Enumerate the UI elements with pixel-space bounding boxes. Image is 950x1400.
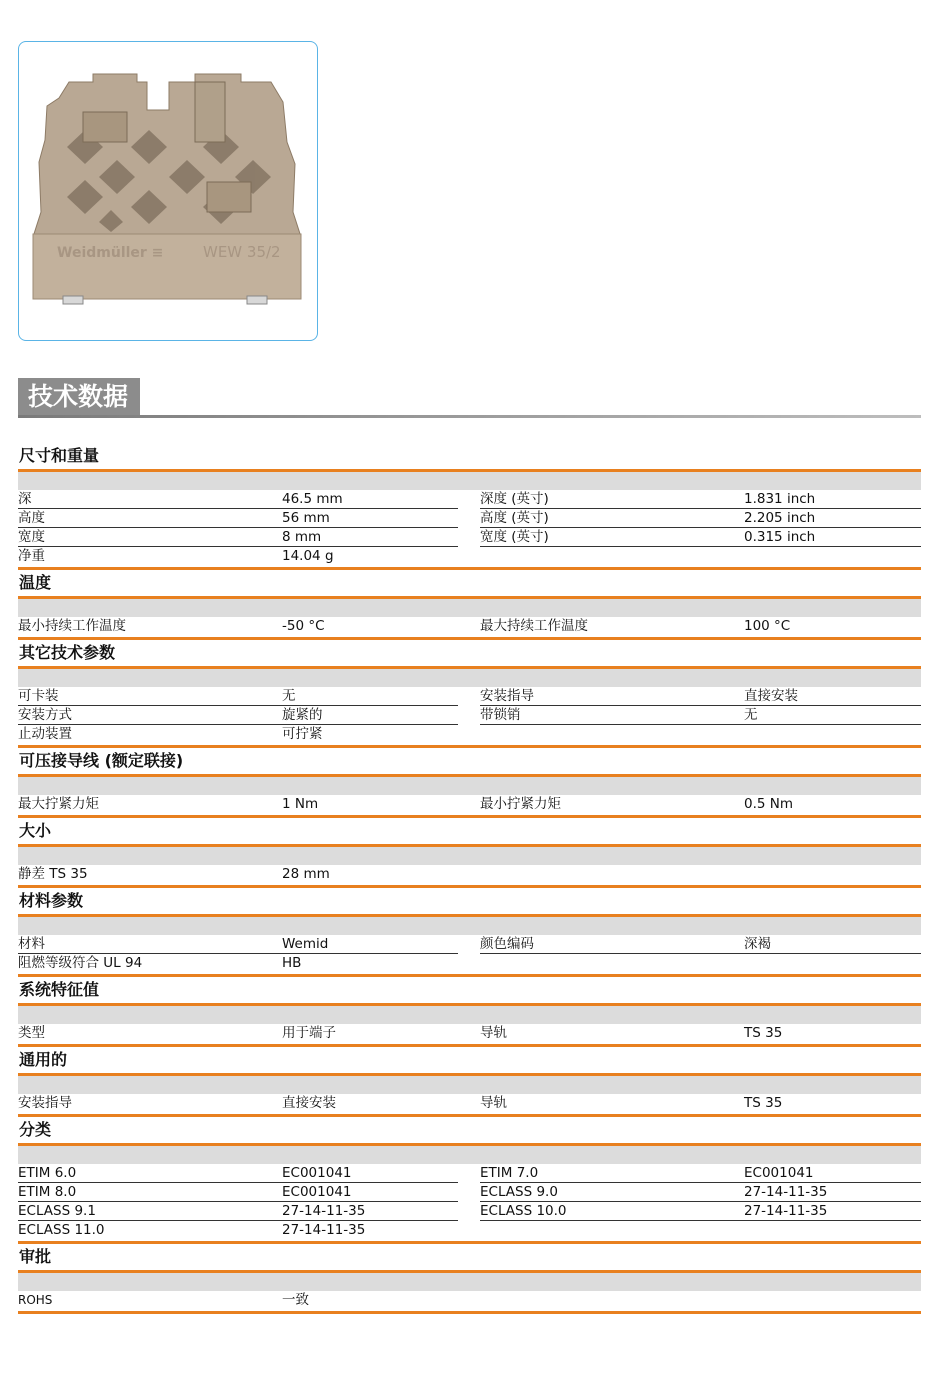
section-band (18, 599, 921, 617)
spec-value: 1.831 inch (744, 491, 816, 507)
spec-label: 颜色编码 (480, 936, 534, 952)
section-heading-bar (18, 378, 921, 418)
spec-value: 旋紧的 (282, 707, 323, 723)
section-band (18, 1273, 921, 1291)
spec-value: 无 (282, 688, 296, 704)
spec-section (18, 1244, 921, 1314)
spec-value: 27-14-11-35 (282, 1203, 366, 1219)
spec-section (18, 748, 921, 818)
spec-value (744, 547, 921, 565)
spec-row (18, 1164, 921, 1183)
spec-label: 安装指导 (18, 1095, 72, 1111)
spec-label: 静差 TS 35 (18, 866, 88, 882)
spec-label: 深度 (英寸) (480, 491, 549, 507)
spec-section (18, 977, 921, 1047)
spec-value: 56 mm (282, 510, 330, 526)
spec-rows (18, 687, 921, 748)
spec-row (18, 1183, 921, 1202)
spec-section (18, 570, 921, 640)
spec-label: 最大持续工作温度 (480, 618, 588, 634)
spec-value: HB (282, 955, 302, 971)
spec-value: 可拧紧 (282, 726, 323, 742)
section-title: 分类 (19, 1120, 52, 1139)
spec-label: ETIM 8.0 (18, 1184, 77, 1200)
spec-value: 14.04 g (282, 548, 334, 564)
spec-value: 27-14-11-35 (744, 1184, 828, 1200)
section-title: 温度 (19, 573, 52, 592)
spec-label: ECLASS 11.0 (18, 1222, 105, 1238)
spec-value (744, 725, 921, 743)
spec-row (18, 865, 921, 884)
spec-row (18, 528, 921, 547)
spec-label: 带锁销 (480, 707, 521, 723)
spec-rows (18, 617, 921, 640)
spec-row (18, 509, 921, 528)
spec-rows (18, 490, 921, 570)
spec-value (744, 865, 921, 883)
spec-label: 深 (18, 491, 32, 507)
spec-section (18, 640, 921, 748)
spec-rows (18, 1291, 921, 1314)
spec-value (744, 1221, 921, 1239)
spec-row (18, 1221, 921, 1240)
spec-row (18, 706, 921, 725)
page-title: 技术数据 (18, 378, 140, 415)
section-title: 通用的 (19, 1050, 68, 1069)
spec-value: Wemid (282, 936, 329, 952)
spec-value: TS 35 (744, 1095, 783, 1111)
spec-value: 2.205 inch (744, 510, 816, 526)
spec-value: TS 35 (744, 1025, 783, 1041)
terminal-block-image (19, 42, 317, 340)
spec-label: 宽度 (18, 529, 45, 545)
spec-rows (18, 795, 921, 818)
section-band (18, 777, 921, 795)
spec-rows (18, 1164, 921, 1244)
section-band (18, 472, 921, 490)
spec-label: ETIM 6.0 (18, 1165, 77, 1181)
spec-value: EC001041 (282, 1184, 352, 1200)
section-title: 尺寸和重量 (19, 446, 100, 465)
spec-row (18, 1024, 921, 1043)
spec-label: 最小持续工作温度 (18, 618, 126, 634)
spec-label: 安装方式 (18, 707, 72, 723)
spec-label: 安装指导 (480, 688, 534, 704)
spec-label: 最大拧紧力矩 (18, 796, 99, 812)
spec-row (18, 617, 921, 636)
spec-section (18, 818, 921, 888)
spec-value: EC001041 (282, 1165, 352, 1181)
spec-row (18, 687, 921, 706)
product-image-frame (18, 41, 318, 341)
spec-label: ECLASS 9.1 (18, 1203, 96, 1219)
spec-label: 材料 (18, 936, 45, 952)
spec-value: 一致 (282, 1292, 309, 1308)
spec-section (18, 888, 921, 977)
section-band (18, 1006, 921, 1024)
spec-value: 直接安装 (744, 688, 798, 704)
spec-label: 净重 (18, 548, 45, 564)
spec-value: 100 °C (744, 618, 791, 634)
spec-label: 导轨 (480, 1025, 507, 1041)
section-band (18, 847, 921, 865)
spec-value: 27-14-11-35 (744, 1203, 828, 1219)
spec-sections (18, 443, 921, 1314)
spec-value (744, 1291, 921, 1309)
brand-lettering: Weidmüller ≡ (57, 245, 164, 261)
spec-label: ROHS (18, 1293, 53, 1307)
spec-rows (18, 1094, 921, 1117)
section-title: 大小 (19, 821, 52, 840)
spec-label: 高度 (英寸) (480, 510, 549, 526)
spec-rows (18, 865, 921, 888)
spec-value: 1 Nm (282, 796, 319, 812)
spec-label: 导轨 (480, 1095, 507, 1111)
spec-value: 无 (744, 707, 758, 723)
spec-row (18, 547, 921, 566)
spec-label: ECLASS 9.0 (480, 1184, 558, 1200)
spec-label: 类型 (18, 1025, 45, 1041)
spec-value: 0.315 inch (744, 529, 816, 545)
spec-row (18, 1202, 921, 1221)
spec-section (18, 1117, 921, 1244)
spec-rows (18, 1024, 921, 1047)
section-title: 系统特征值 (19, 980, 100, 999)
section-title: 材料参数 (19, 891, 84, 910)
spec-section (18, 443, 921, 570)
spec-value: 28 mm (282, 866, 330, 882)
spec-row (18, 954, 921, 973)
spec-label: 可卡装 (18, 688, 59, 704)
spec-value: 直接安装 (282, 1095, 336, 1111)
spec-value: 用于端子 (282, 1025, 336, 1041)
spec-value: 8 mm (282, 529, 322, 545)
spec-label: 止动装置 (18, 726, 72, 742)
spec-value: EC001041 (744, 1165, 814, 1181)
spec-value: -50 °C (282, 618, 325, 634)
section-band (18, 1076, 921, 1094)
spec-value: 0.5 Nm (744, 796, 794, 812)
spec-label: 高度 (18, 510, 45, 526)
spec-label: ECLASS 10.0 (480, 1203, 567, 1219)
section-title: 可压接导线 (额定联接) (19, 751, 184, 770)
spec-value: 深褐 (744, 936, 771, 952)
section-band (18, 917, 921, 935)
section-title: 其它技术参数 (19, 643, 116, 662)
spec-row (18, 725, 921, 744)
spec-row (18, 1094, 921, 1113)
spec-label: ETIM 7.0 (480, 1165, 539, 1181)
spec-row (18, 1291, 921, 1310)
spec-rows (18, 935, 921, 977)
spec-value: 46.5 mm (282, 491, 343, 507)
section-title: 审批 (19, 1247, 52, 1266)
spec-value: 27-14-11-35 (282, 1222, 366, 1238)
spec-row (18, 795, 921, 814)
spec-label: 宽度 (英寸) (480, 529, 549, 545)
heading-divider (18, 415, 921, 418)
section-band (18, 669, 921, 687)
spec-row (18, 935, 921, 954)
spec-section (18, 1047, 921, 1117)
spec-label: 最小拧紧力矩 (480, 796, 561, 812)
spec-value (744, 954, 921, 972)
spec-row (18, 490, 921, 509)
spec-label: 阻燃等级符合 UL 94 (18, 955, 143, 971)
section-band (18, 1146, 921, 1164)
model-lettering: WEW 35/2 (203, 243, 281, 261)
